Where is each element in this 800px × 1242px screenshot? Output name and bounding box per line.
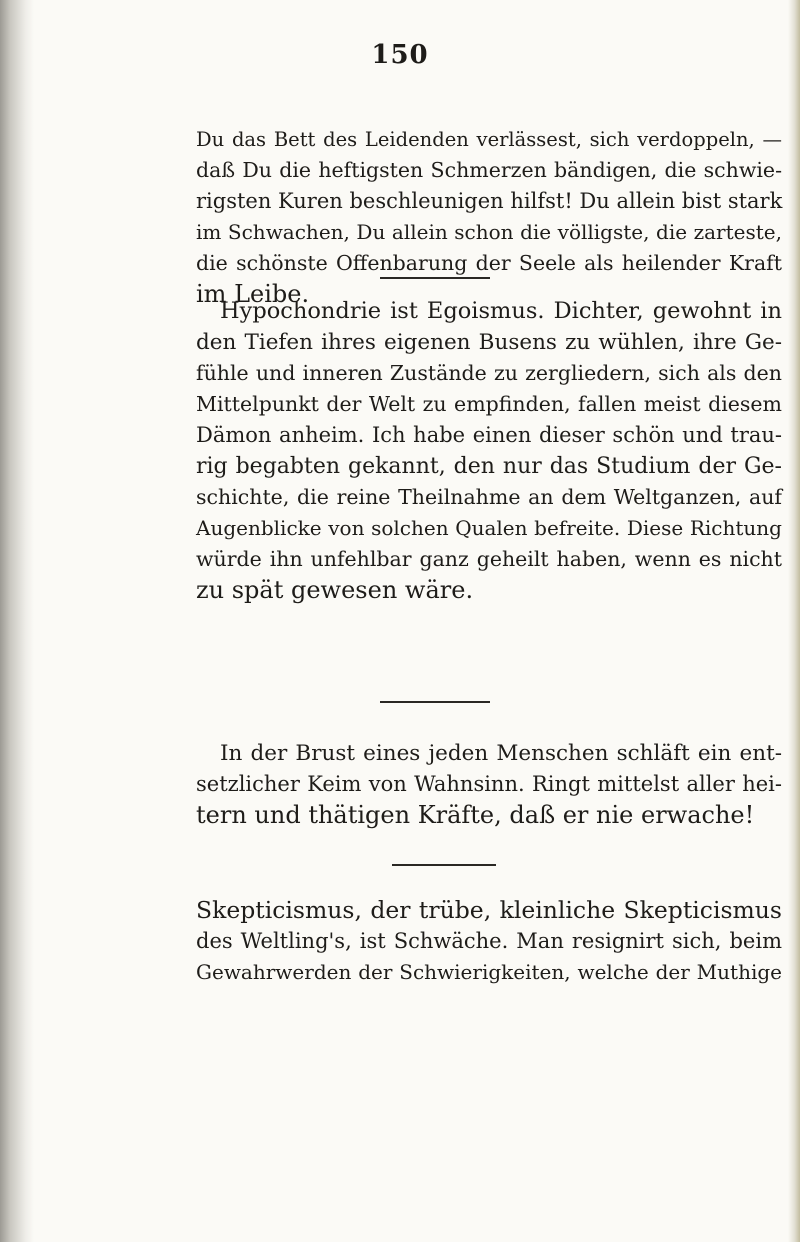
text-line: schichte, die reine Theilnahme an dem Weltganzen, auf	[196, 485, 782, 509]
page-number: 150	[371, 40, 429, 70]
text-line: tern und thätigen Kräfte, daß er nie erwache!	[196, 801, 755, 829]
text-line: Dämon anheim. Ich habe einen dieser schön und trau-	[196, 423, 782, 447]
text-line: setzlicher Keim von Wahnsinn. Ringt mittelst aller hei-	[196, 772, 782, 796]
text-line: rig begabten gekannt, den nur das Studium der Ge-	[196, 454, 782, 479]
paragraph-3	[196, 738, 782, 831]
text-line: Augenblicke von solchen Qualen befreite. Diese Richtung	[196, 516, 782, 540]
paragraph-1	[196, 124, 782, 310]
text-line: im Leibe.	[196, 280, 310, 308]
text-line: Gewahrwerden der Schwierigkeiten, welche der Muthige	[196, 960, 782, 984]
text-line: In der Brust eines jeden Menschen schläft ein ent-	[220, 741, 782, 766]
section-divider	[380, 277, 490, 279]
paragraph-4	[196, 895, 782, 988]
page-gutter-shadow	[0, 0, 34, 1242]
paragraph-2	[196, 296, 782, 606]
text-line: fühle und inneren Zustände zu zergliedern, sich als den	[196, 361, 782, 385]
text-line: daß Du die heftigsten Schmerzen bändigen, die schwie-	[196, 158, 782, 182]
text-line: des Weltling's, ist Schwäche. Man resignirt sich, beim	[196, 929, 782, 953]
text-line: zu spät gewesen wäre.	[196, 576, 474, 604]
section-divider	[380, 701, 490, 703]
text-line: Hypochondrie ist Egoismus. Dichter, gewohnt in	[220, 298, 782, 324]
text-line: Mittelpunkt der Welt zu empfinden, fallen meist diesem	[196, 392, 782, 416]
text-line: Skepticismus, der trübe, kleinliche Skepticismus	[196, 896, 782, 924]
page-edge	[788, 0, 800, 1242]
text-line: rigsten Kuren beschleunigen hilfst! Du allein bist stark	[196, 189, 783, 213]
section-divider	[392, 864, 496, 866]
text-line: die schönste Offenbarung der Seele als heilender Kraft	[196, 251, 782, 275]
text-line: Du das Bett des Leidenden verlässest, sich verdoppeln, —	[196, 128, 782, 151]
text-line: im Schwachen, Du allein schon die völligste, die zarteste,	[196, 220, 782, 244]
text-line: würde ihn unfehlbar ganz geheilt haben, wenn es nicht	[196, 547, 782, 571]
text-line: den Tiefen ihres eigenen Busens zu wühlen, ihre Ge-	[196, 330, 782, 355]
